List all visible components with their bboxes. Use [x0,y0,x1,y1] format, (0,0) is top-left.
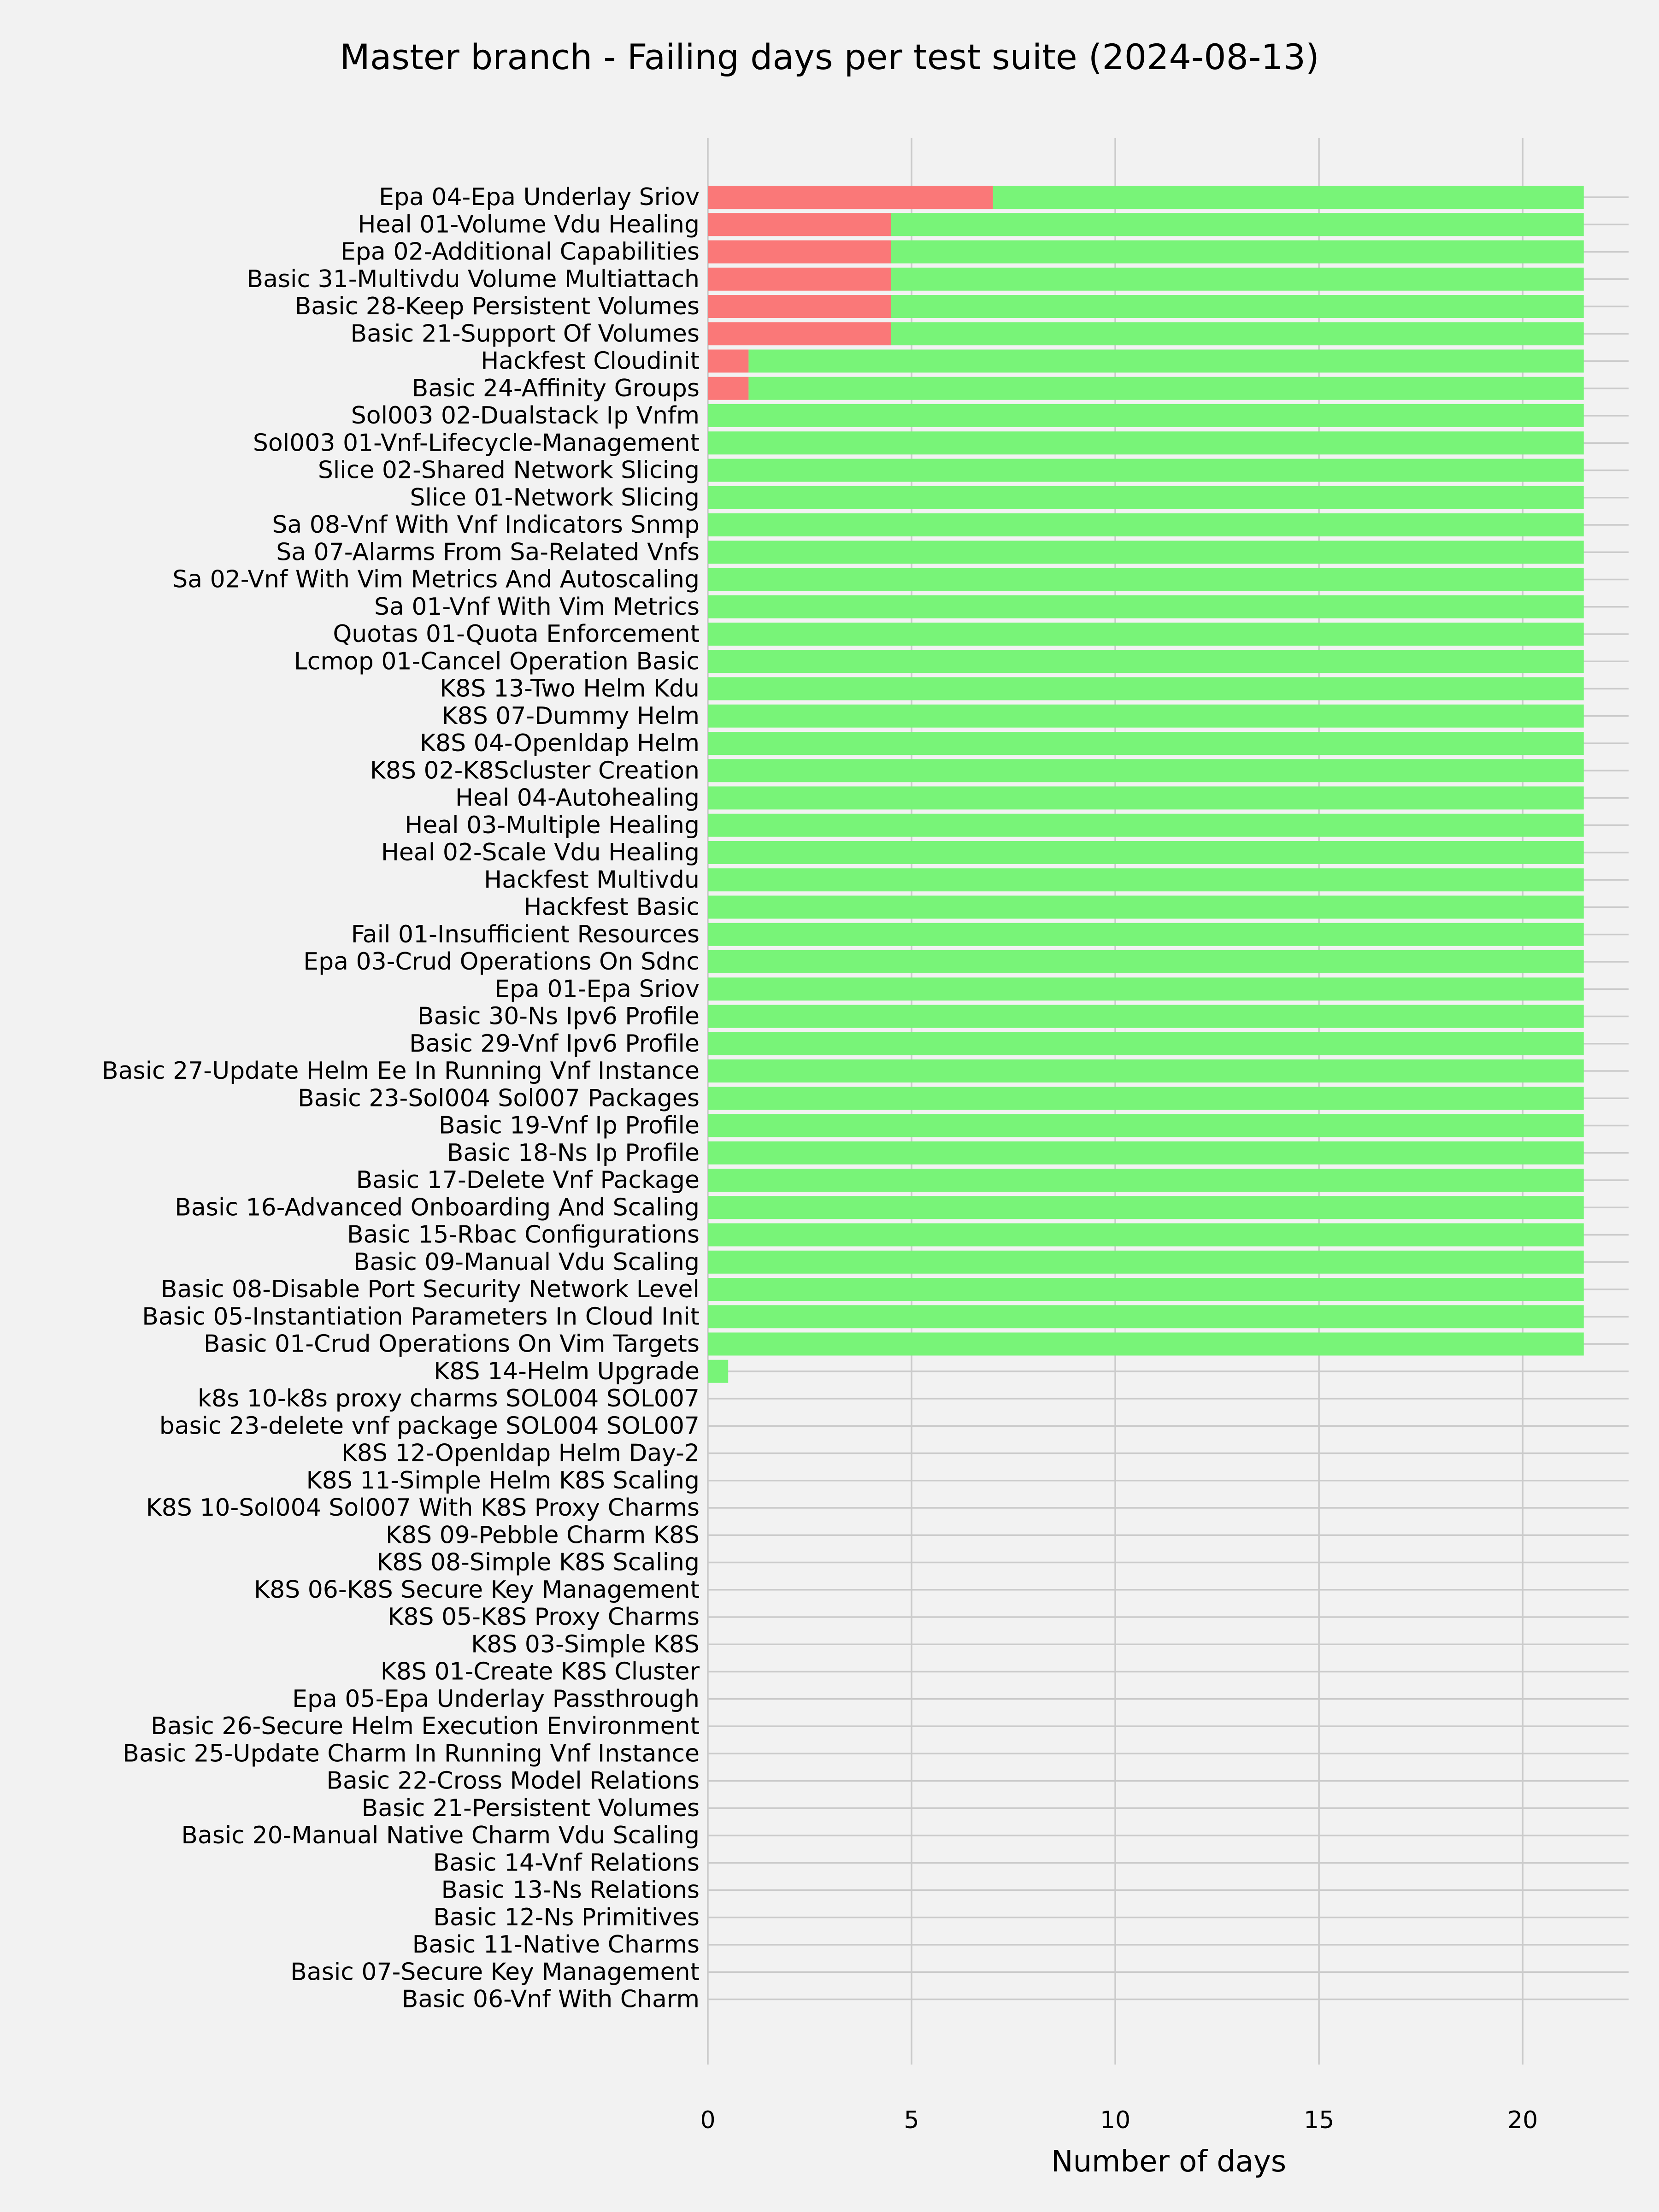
y-tick-label: Basic 06-Vnf With Charm [401,1985,700,2013]
pass-bar [708,1032,1584,1055]
x-tick-label-15: 15 [1304,2106,1335,2134]
fail-bar [708,213,891,236]
pass-bar [708,1251,1584,1274]
pass-bar [708,486,1584,509]
y-tick-label: K8S 09-Pebble Charm K8S [385,1521,700,1549]
y-tick-label: Basic 21-Persistent Volumes [361,1794,700,1822]
pass-bar [708,950,1584,973]
y-tick-label: Basic 13-Ns Relations [441,1876,700,1904]
pass-bar [708,568,1584,591]
y-tick-label: Epa 01-Epa Sriov [494,975,700,1003]
y-tick-label: Sa 01-Vnf With Vim Metrics [374,593,700,621]
y-tick-label: Heal 02-Scale Vdu Healing [381,839,700,866]
y-tick-label: Basic 14-Vnf Relations [433,1849,700,1877]
y-tick-label: K8S 08-Simple K8S Scaling [377,1548,700,1577]
y-tick-label: Basic 23-Sol004 Sol007 Packages [298,1084,700,1112]
pass-bar [708,923,1584,946]
y-tick-label: K8S 04-Openldap Helm [419,729,700,757]
y-tick-label: Basic 30-Ns Ipv6 Profile [417,1002,700,1030]
y-tick-label: Sa 07-Alarms From Sa-Related Vnfs [276,538,700,566]
y-tick-label: Basic 22-Cross Model Relations [326,1767,700,1795]
pass-bar [891,213,1584,236]
pass-bar [708,841,1584,864]
pass-bar [708,1278,1584,1301]
y-tick-label: Basic 05-Instantiation Parameters In Cloud Init [142,1303,700,1331]
pass-bar [891,241,1584,264]
pass-bar [891,268,1584,291]
y-tick-label: Basic 08-Disable Port Security Network Level [160,1276,700,1303]
y-tick-label: Epa 02-Additional Capabilities [341,238,700,266]
pass-bar [708,595,1584,618]
pass-bar [748,377,1583,400]
pass-bar [708,541,1584,564]
y-tick-label: Sol003 02-Dualstack Ip Vnfm [351,402,700,429]
y-tick-label: Sol003 01-Vnf-Lifecycle-Management [253,429,700,457]
y-tick-label: Hackfest Basic [524,893,700,921]
y-tick-label: Basic 17-Delete Vnf Package [356,1166,700,1194]
y-tick-label: Quotas 01-Quota Enforcement [333,620,700,648]
pass-bar [708,1114,1584,1137]
y-tick-label: K8S 07-Dummy Helm [441,702,700,730]
y-tick-label: Basic 18-Ns Ip Profile [447,1139,700,1167]
pass-bar [708,705,1584,728]
x-tick-label-0: 0 [700,2106,716,2134]
y-tick-label: Basic 11-Native Charms [412,1931,700,1959]
y-tick-label: Epa 05-Epa Underlay Passthrough [292,1685,700,1713]
y-tick-label: Heal 01-Volume Vdu Healing [358,211,700,239]
fail-bar [708,186,993,209]
y-tick-label: K8S 03-Simple K8S [471,1630,700,1659]
y-tick-label: Basic 09-Manual Vdu Scaling [353,1248,700,1276]
pass-bar [708,1005,1584,1028]
y-tick-label: Basic 27-Update Helm Ee In Running Vnf Instance [101,1057,700,1085]
y-tick-label: Basic 01-Crud Operations On Vim Targets [203,1330,700,1358]
pass-bar [708,1305,1584,1328]
y-tick-label: Basic 24-Affinity Groups [412,374,700,402]
y-tick-label: Basic 16-Advanced Onboarding And Scaling [175,1194,700,1222]
y-tick-label: K8S 02-K8Scluster Creation [370,757,700,785]
pass-bar [708,868,1584,891]
y-tick-label: K8S 13-Two Helm Kdu [440,675,700,703]
y-tick-label: Basic 29-Vnf Ipv6 Profile [409,1030,700,1058]
fail-bar [708,377,748,400]
y-tick-label: Heal 04-Autohealing [455,784,700,812]
pass-bar [708,1333,1584,1356]
fail-bar [708,322,891,345]
pass-bar [708,1169,1584,1192]
pass-bar [748,350,1583,373]
pass-bar [708,977,1584,1000]
y-tick-label: Slice 02-Shared Network Slicing [318,456,700,484]
y-tick-label: Basic 20-Manual Native Charm Vdu Scaling [181,1822,700,1849]
pass-bar [708,1196,1584,1219]
pass-bar [708,1087,1584,1110]
y-tick-label: Basic 26-Secure Helm Execution Environment [151,1712,700,1740]
pass-bar [891,322,1584,345]
pass-bar [708,677,1584,700]
fail-bar [708,268,891,291]
pass-bar [708,1059,1584,1082]
pass-bar [708,1360,728,1383]
y-tick-label: Epa 03-Crud Operations On Sdnc [303,948,700,976]
pass-bar [708,787,1584,810]
pass-bar [708,650,1584,673]
y-tick-label: Basic 07-Secure Key Management [290,1958,700,1986]
pass-bar [708,513,1584,536]
pass-bar [891,295,1584,318]
y-tick-label: Epa 04-Epa Underlay Sriov [379,183,700,211]
pass-bar [708,759,1584,782]
pass-bar [708,896,1584,919]
fail-bar [708,241,891,264]
x-axis-label: Number of days [1051,2145,1287,2179]
x-tick-label-20: 20 [1507,2106,1538,2134]
chart-title: Master branch - Failing days per test suite (2024-08-13) [340,36,1319,77]
pass-bar [708,1141,1584,1165]
y-tick-label: Basic 21-Support Of Volumes [350,320,700,348]
y-tick-label: Basic 25-Update Charm In Running Vnf Instance [123,1740,700,1768]
pass-bar [708,459,1584,482]
y-tick-label: Sa 02-Vnf With Vim Metrics And Autoscaling [172,565,700,594]
fail-bar [708,350,748,373]
y-tick-label: Basic 12-Ns Primitives [433,1903,700,1931]
y-tick-label: Slice 01-Network Slicing [410,483,700,512]
y-tick-label: Basic 28-Keep Persistent Volumes [294,293,700,320]
y-tick-label: K8S 14-Helm Upgrade [434,1357,700,1385]
y-tick-label: K8S 01-Create K8S Cluster [380,1658,700,1686]
pass-bar [708,732,1584,755]
x-tick-label-5: 5 [904,2106,919,2134]
y-tick-label: K8S 05-K8S Proxy Charms [388,1603,700,1631]
y-tick-label: Lcmop 01-Cancel Operation Basic [294,647,700,676]
y-tick-label: Basic 15-Rbac Configurations [347,1221,700,1249]
y-tick-label: K8S 10-Sol004 Sol007 With K8S Proxy Charms [146,1494,700,1522]
y-tick-label: Heal 03-Multiple Healing [405,811,700,839]
y-tick-label: Basic 19-Vnf Ip Profile [438,1112,700,1140]
pass-bar [993,186,1584,209]
y-tick-label: Fail 01-Insufficient Resources [351,920,700,948]
y-tick-label: k8s 10-k8s proxy charms SOL004 SOL007 [197,1385,700,1412]
y-tick-label: Hackfest Multivdu [484,866,700,894]
y-tick-label: basic 23-delete vnf package SOL004 SOL007 [159,1412,700,1440]
pass-bar [708,431,1584,454]
pass-bar [708,623,1584,646]
y-tick-label: K8S 12-Openldap Helm Day-2 [341,1439,700,1467]
y-tick-label: K8S 11-Simple Helm K8S Scaling [306,1466,700,1494]
fail-bar [708,295,891,318]
y-tick-label: Basic 31-Multivdu Volume Multiattach [247,265,700,293]
pass-bar [708,1224,1584,1247]
y-tick-label: Sa 08-Vnf With Vnf Indicators Snmp [272,511,700,539]
y-tick-label: Hackfest Cloudinit [481,347,700,375]
pass-bar [708,404,1584,427]
y-tick-label: K8S 06-K8S Secure Key Management [253,1576,700,1604]
x-tick-label-10: 10 [1100,2106,1131,2134]
pass-bar [708,814,1584,837]
